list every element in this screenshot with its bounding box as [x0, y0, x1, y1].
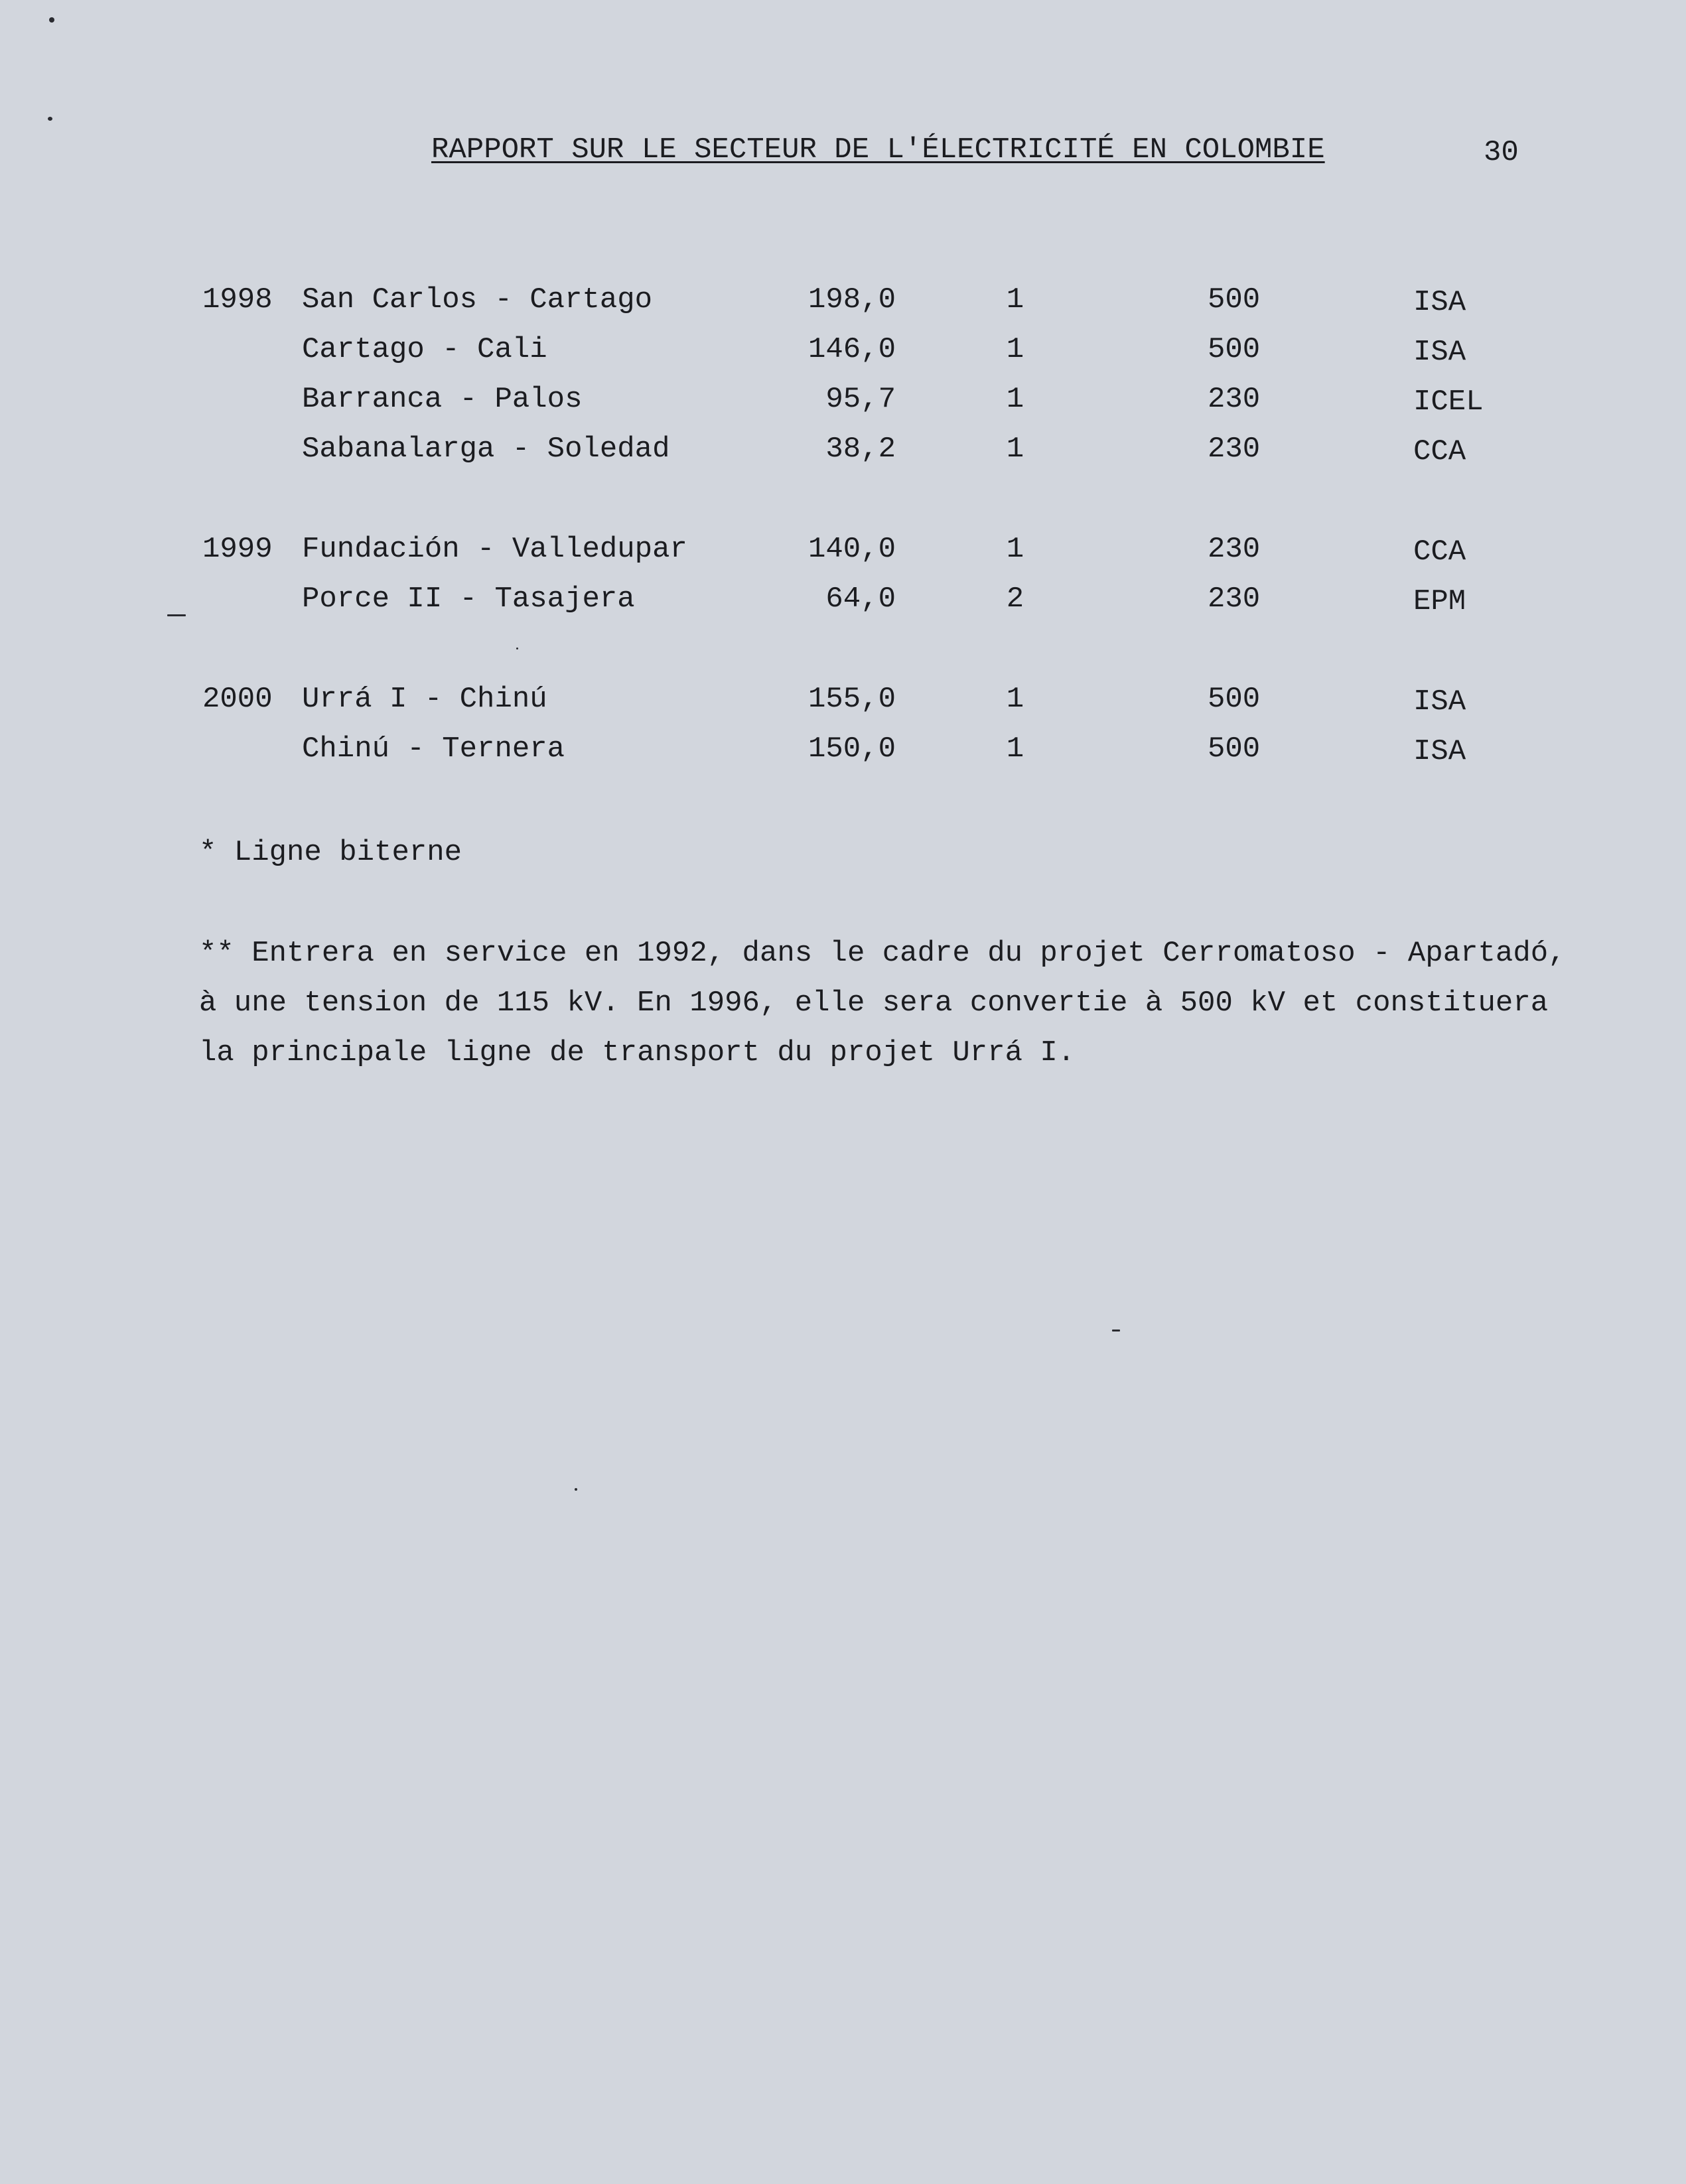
owner-cell: ISA — [1413, 685, 1466, 718]
route-cell: Urrá I - Chinú — [302, 683, 547, 716]
route-cell: Cartago - Cali — [302, 333, 547, 366]
length-cell: 95,7 — [825, 383, 896, 416]
voltage-cell: 500 — [1208, 683, 1261, 716]
scan-speck — [48, 117, 52, 121]
scan-speck — [49, 17, 54, 23]
owner-cell: CCA — [1413, 535, 1466, 569]
owner-cell: ISA — [1413, 735, 1466, 768]
page-title: RAPPORT SUR LE SECTEUR DE L'ÉLECTRICITÉ EN COLOMBIE — [431, 133, 1325, 167]
footnote-single-star: * Ligne biterne — [199, 836, 462, 869]
year-cell: 2000 — [202, 683, 273, 716]
owner-cell: ISA — [1413, 286, 1466, 319]
scan-speck — [575, 1488, 577, 1491]
year-cell: 1998 — [202, 283, 273, 316]
route-cell: Fundación - Valledupar — [302, 533, 687, 566]
footnote-line: à une tension de 115 kV. En 1996, elle sera convertie à 500 kV et constituera — [199, 987, 1549, 1020]
voltage-cell: 500 — [1208, 283, 1261, 316]
circuits-cell: 1 — [1006, 732, 1024, 766]
circuits-cell: 1 — [1006, 683, 1024, 716]
circuits-cell: 1 — [1006, 533, 1024, 566]
voltage-cell: 230 — [1208, 533, 1261, 566]
year-cell: 1999 — [202, 533, 273, 566]
route-cell: Chinú - Ternera — [302, 732, 565, 766]
circuits-cell: 1 — [1006, 383, 1024, 416]
footnote-line: ** Entrera en service en 1992, dans le cadre du projet Cerromatoso - Apartadó, — [199, 937, 1566, 970]
length-cell: 155,0 — [808, 683, 896, 716]
circuits-cell: 1 — [1006, 333, 1024, 366]
scan-speck — [1112, 1330, 1120, 1331]
voltage-cell: 230 — [1208, 383, 1261, 416]
length-cell: 38,2 — [825, 433, 896, 466]
length-cell: 140,0 — [808, 533, 896, 566]
route-cell: San Carlos - Cartago — [302, 283, 653, 316]
voltage-cell: 230 — [1208, 433, 1261, 466]
voltage-cell: 500 — [1208, 333, 1261, 366]
page-number: 30 — [1484, 136, 1519, 169]
owner-cell: ICEL — [1413, 385, 1484, 419]
route-cell: Porce II - Tasajera — [302, 582, 635, 616]
length-cell: 150,0 — [808, 732, 896, 766]
owner-cell: EPM — [1413, 585, 1466, 618]
voltage-cell: 500 — [1208, 732, 1261, 766]
length-cell: 64,0 — [825, 582, 896, 616]
footnote-line: la principale ligne de transport du projet Urrá I. — [199, 1036, 1076, 1069]
voltage-cell: 230 — [1208, 582, 1261, 616]
length-cell: 198,0 — [808, 283, 896, 316]
owner-cell: CCA — [1413, 435, 1466, 468]
circuits-cell: 1 — [1006, 433, 1024, 466]
route-cell: Sabanalarga - Soledad — [302, 433, 670, 466]
circuits-cell: 1 — [1006, 283, 1024, 316]
length-cell: 146,0 — [808, 333, 896, 366]
scan-speck — [516, 648, 518, 649]
route-cell: Barranca - Palos — [302, 383, 583, 416]
circuits-cell: 2 — [1006, 582, 1024, 616]
scan-speck — [167, 614, 186, 616]
owner-cell: ISA — [1413, 336, 1466, 369]
